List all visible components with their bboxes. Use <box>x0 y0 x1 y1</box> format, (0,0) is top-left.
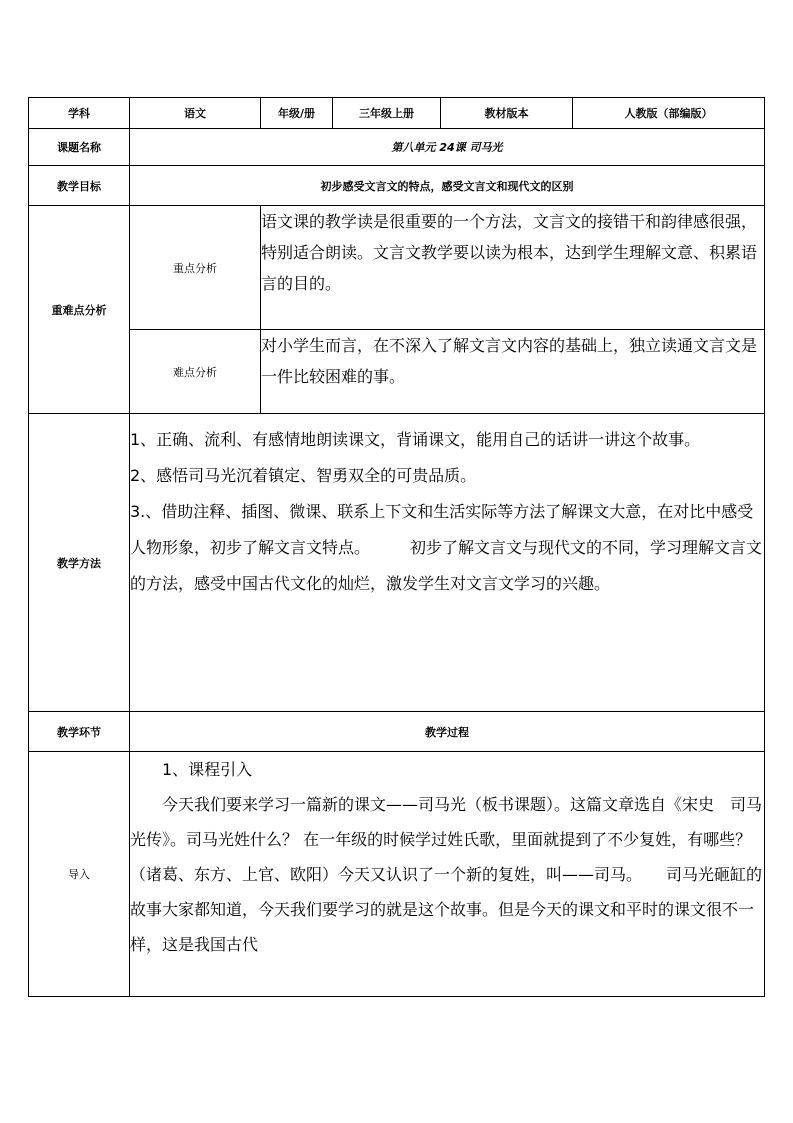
intro-text-b: 司马光砸缸的故事大家都知道，今天我们要学习的就是这个故事。但是今天的课文和平时的课文很不一样，这是我国古代 <box>130 865 763 954</box>
goal-text: 初步感受文言文的特点，感受文言文和现代文的区别 <box>130 166 765 206</box>
lesson-title: 第八单元 24课 司马光 <box>130 129 765 166</box>
header-row <box>29 98 765 129</box>
title-label: 课题名称 <box>29 129 130 166</box>
method-label: 教学方法 <box>29 414 130 712</box>
edition-value: 人教版（部编版） <box>573 98 765 129</box>
intro-heading: 1、课程引入 <box>162 760 253 779</box>
method-item-3b: 初步了解文言文与现代文的不同，学习理解文言文的方法，感受中国古代文化的灿烂，激发学生对文言文学习的兴趣。 <box>130 538 763 593</box>
intro-row <box>29 752 765 997</box>
intro-text <box>130 787 764 962</box>
subject-label: 学科 <box>29 98 130 129</box>
hard-point-row <box>29 330 765 414</box>
process-label: 教学过程 <box>130 712 765 752</box>
method-content <box>130 414 765 712</box>
edition-label: 教材版本 <box>441 98 573 129</box>
intro-text-a: 今天我们要来学习一篇新的课文——司马光（板书课题）。这篇文章选自《宋史 司马光传》。司马光姓什么？ 在一年级的时候学过姓氏歌，里面就提到了不少复姓，有哪些？（诸葛、东方、上官、欧阳）今天又认识了一个新的复姓，叫——司马。 <box>130 795 763 884</box>
lesson-plan-table <box>28 97 765 997</box>
title-row <box>29 129 765 166</box>
process-stage-label: 教学环节 <box>29 712 130 752</box>
key-point-label: 重点分析 <box>130 206 261 330</box>
goal-row <box>29 166 765 206</box>
process-header-row <box>29 712 765 752</box>
grade-value: 三年级上册 <box>333 98 441 129</box>
grade-label: 年级/册 <box>261 98 333 129</box>
intro-content <box>130 752 765 997</box>
hard-point-label: 难点分析 <box>130 330 261 414</box>
method-row <box>29 414 765 712</box>
method-item-3a: 3.、借助注释、插图、微课、联系上下文和生活实际等方法了解课文大意，在对比中感受人物形象，初步了解文言文特点。 <box>130 502 754 557</box>
key-point-row <box>29 206 765 330</box>
hard-point-text: 对小学生而言，在不深入了解文言文内容的基础上，独立读通文言文是一件比较困难的事。 <box>261 330 765 414</box>
intro-label: 导入 <box>29 752 130 997</box>
method-item-1: 1、正确、流利、有感情地朗读课文，背诵课文，能用自己的话讲一讲这个故事。 <box>130 430 701 449</box>
method-item-2: 2、感悟司马光沉着镇定、智勇双全的可贵品质。 <box>130 466 477 485</box>
analysis-label: 重难点分析 <box>29 206 130 414</box>
subject-value: 语文 <box>130 98 261 129</box>
goal-label: 教学目标 <box>29 166 130 206</box>
key-point-text: 语文课的教学读是很重要的一个方法，文言文的接错干和韵律感很强，特别适合朗读。文言文教学要以读为根本，达到学生理解文意、积累语言的目的。 <box>261 206 765 330</box>
method-item-3 <box>130 494 764 602</box>
